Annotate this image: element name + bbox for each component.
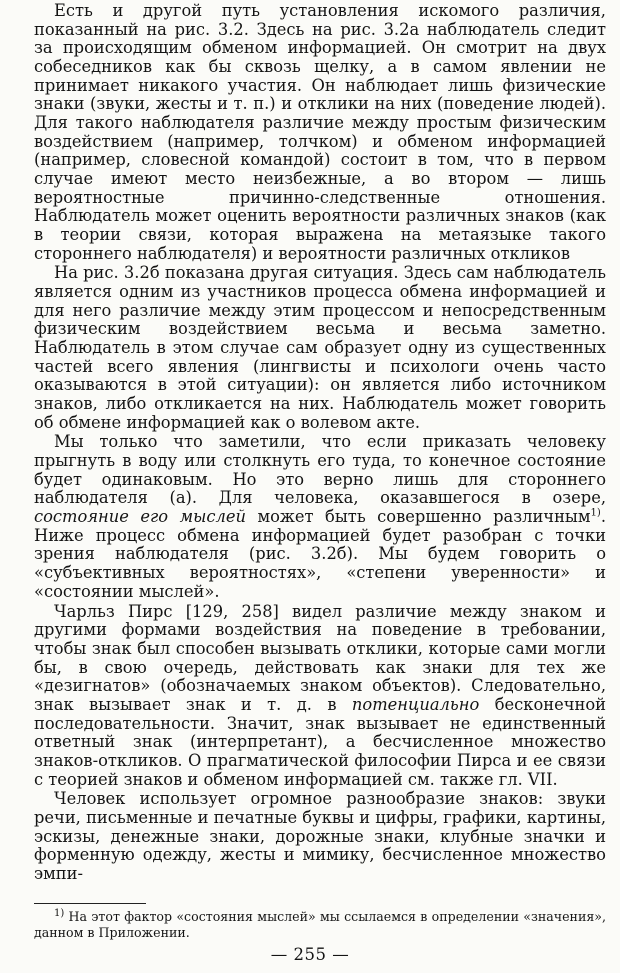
paragraph-4-text-b: бесконечной последовательности. Значит, знак вызывает не единственный ответный знак (интерпретант), а бесчисленное множество знаков-откликов. О прагматической философии Пирса и ее связи с теорией знаков и обменом информацией см. также гл. VII. bbox=[34, 694, 607, 789]
footnote-marker: 1) bbox=[54, 907, 65, 919]
paragraph-4 bbox=[34, 603, 606, 790]
paragraph-5-text: Человек использует огромное разнообразие знаков: звуки речи, письменные и печатные буквы и цифры, графики, картины, эскизы, денежные знаки, дорожные знаки, клубные значки и форменную одежду, жесты и мимику, бесчисленное множество эмпи- bbox=[34, 789, 606, 883]
paragraph-4-italic-word: потенциально bbox=[351, 694, 480, 714]
paragraph-3-text-b: может быть совершенно различным bbox=[245, 507, 591, 527]
footnote-reference: 1) bbox=[590, 507, 601, 519]
paragraph-1 bbox=[34, 2, 606, 263]
paragraph-3-italic-phrase: состояние его мыслей bbox=[34, 507, 246, 527]
paragraph-2 bbox=[34, 264, 606, 432]
paragraph-1-text: Есть и другой путь установления искомого различия, показанный на рис. 3.2. Здесь на рис. 3.2а наблюдатель следит за происходящим обменом информацией. Он смотрит на двух собеседников как бы сквозь щелку, а в самом явлении не принимает никакого участия. Он наблюдает лишь физические знаки (звуки, жесты и т. п.) и отклики на них (поведение людей). Для такого наблюдателя различие между простым физическим воздействием (например, толчком) и обменом информацией (например, словесной командой) состоит в том, что в первом случае имеют место неизбежные, а во втором — лишь вероятностные причинно-следственные отношения. Наблюдатель может оценить вероятности различных знаков (как в теории связи, которая выражена на метаязыке такого стороннего наблюдателя) и вероятности различных откликов bbox=[34, 1, 606, 263]
paragraph-2-text: На рис. 3.2б показана другая ситуация. Здесь сам наблюдатель является одним из участников процесса обмена информацией и для него различие между этим процессом и непосредственным физическим воздействием весьма и весьма заметно. Наблюдатель в этом случае сам образует одну из существенных частей всего явления (лингвисты и психологи очень часто оказываются в этой ситуации): он является либо источником знаков, либо откликается на них. Наблюдатель может говорить об обмене информацией как о волевом акте. bbox=[34, 263, 606, 432]
paragraph-4-text-a: Чарльз Пирс [129, 258] видел различие между знаком и другими формами воздействия на поведение в требовании, чтобы знак был способен вызывать отклики, которые сами могли бы, в свою очередь, действовать как знаки для тех же «дезигнатов» (обозначаемых знаком объектов). Следовательно, знак вызывает знак и т. д. в bbox=[34, 601, 606, 714]
footnote bbox=[34, 909, 606, 941]
footnote-text: На этот фактор «состояния мыслей» мы ссылаемся в определении «значения», данном в Приложении. bbox=[34, 909, 606, 940]
paragraph-5 bbox=[34, 790, 606, 883]
page-number: — 255 — bbox=[270, 945, 350, 964]
footnote-divider bbox=[34, 903, 146, 904]
main-text bbox=[34, 2, 606, 884]
paragraph-3-text-a: Мы только что заметили, что если приказать человеку прыгнуть в воду или столкнуть его туда, то конечное состояние будет одинаковым. Но это верно лишь для стороннего наблюдателя (а). Для человека, оказавшегося в озере, bbox=[34, 432, 606, 508]
paragraph-3 bbox=[34, 433, 606, 601]
paragraph-3-text-c: . Ниже процесс обмена информацией будет разобран с точки зрения наблюдателя (рис. 3.2б). Мы будем говорить о «субъективных вероятностях», «степени уверенности» и «состоянии мыслей». bbox=[34, 507, 606, 601]
